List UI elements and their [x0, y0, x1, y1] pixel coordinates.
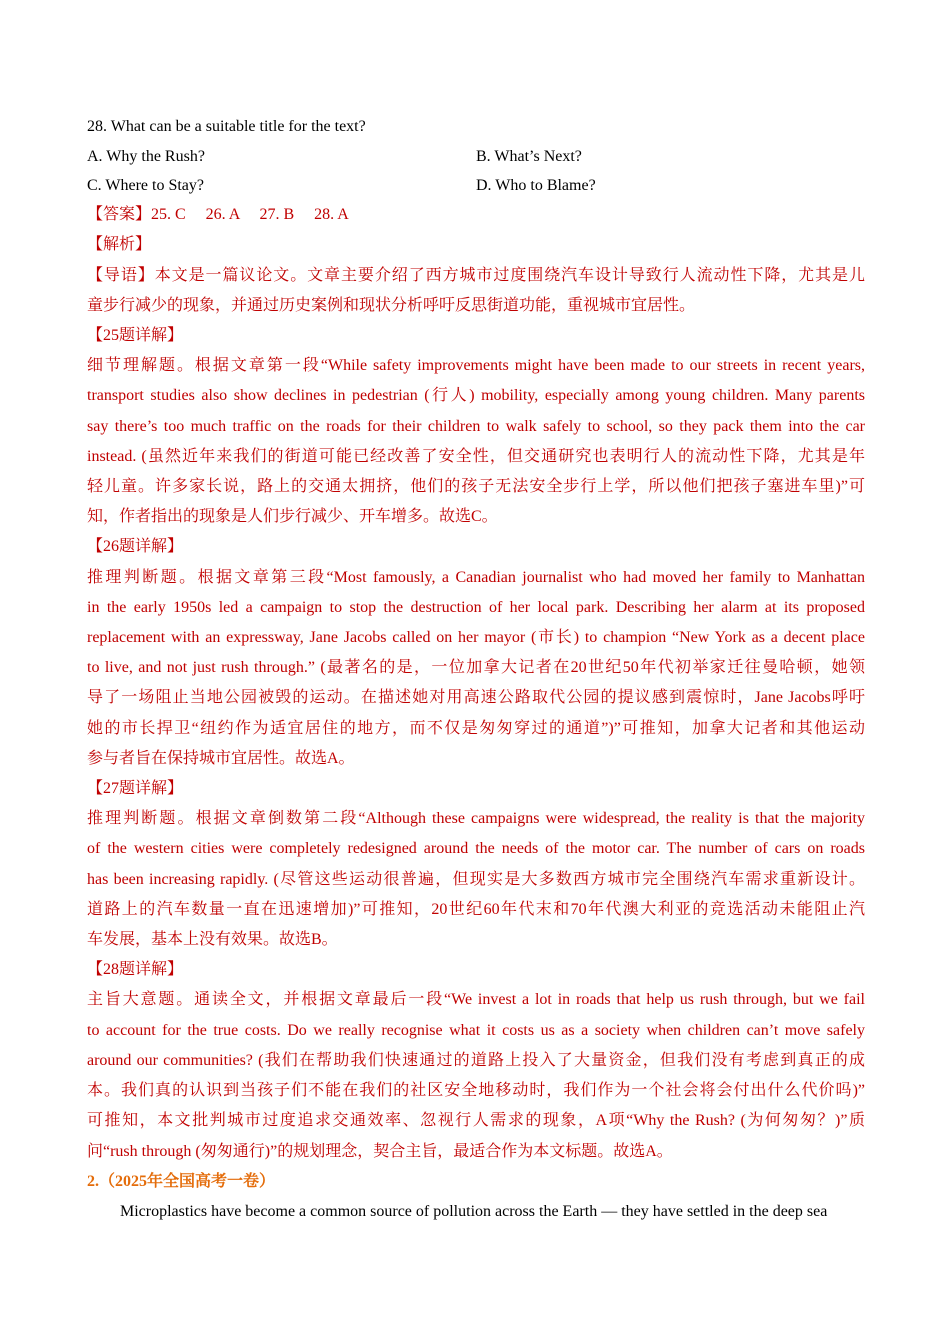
q27-line: 推理判断题。根据文章倒数第二段“Although these campaigns were widespread, the reality is that the majority [87, 810, 865, 828]
q27-line: 车发展，基本上没有效果。故选B。 [87, 931, 338, 949]
intro-line-1: 【导语】本文是一篇议论文。文章主要介绍了西方城市过度围绕汽车设计导致行人流动性下降，尤其是儿 [87, 266, 865, 284]
document-page [87, 112, 865, 1227]
q25-line: 轻儿童。许多家长说，路上的交通太拥挤，他们的孩子无法安全步行上学，所以他们把孩子塞进车里)”可 [87, 478, 865, 496]
answer-line: 【答案】25. C 26. A 27. B 28. A [87, 206, 349, 224]
q26-line: to live, and not just rush through.” (最著名的是，一位加拿大记者在20世纪50年代初举家迁往曼哈顿，她领 [87, 659, 865, 677]
q28-line: around our communities? (我们在帮助我们快速通过的道路上投入了大量资金，但我们没有考虑到真正的成 [87, 1051, 865, 1069]
q25-heading: 【25题详解】 [87, 327, 184, 345]
q27-line: has been increasing rapidly. (尽管这些运动很普遍，但现实是大多数西方城市完全围绕汽车需求重新设计。 [87, 870, 865, 888]
q25-line: 细节理解题。根据文章第一段“While safety improvements might have been made to our streets in recent years, [87, 357, 865, 375]
q26-line: replacement with an expressway, Jane Jacobs called on her mayor (市长) to champion “New York as a decent place [87, 629, 865, 647]
q26-line: in the early 1950s led a campaign to stop the destruction of her local park. Describing her alarm at its proposed [87, 598, 865, 616]
options-row-1 [87, 142, 865, 171]
section-2-heading: 2.（2025年全国高考一卷） [87, 1172, 276, 1190]
options-row-2 [87, 171, 865, 200]
q26-line: 导了一场阻止当地公园被毁的运动。在描述她对用高速公路取代公园的提议感到震惊时，Jane Jacobs呼吁 [87, 689, 865, 707]
option-b: B. What’s Next? [476, 148, 582, 166]
analysis-heading: 【解析】 [87, 236, 152, 254]
q28-line: 主旨大意题。通读全文，并根据文章最后一段“We invest a lot in roads that help us rush through, but we fail [87, 991, 865, 1009]
q27-line: of the western cities were completely redesigned around the needs of the motor car. The number of cars on roads [87, 840, 865, 858]
option-d: D. Who to Blame? [476, 177, 596, 195]
q28-line: 可推知，本文批判城市过度追求交通效率、忽视行人需求的现象，A项“Why the Rush? (为何匆匆？)”质 [87, 1112, 865, 1130]
section-2-passage-first-line: Microplastics have become a common source of pollution across the Earth — they have settled in the deep sea [120, 1202, 828, 1220]
q26-line: 推理判断题。根据文章第三段“Most famously, a Canadian journalist who had moved her family to Manhattan [87, 568, 865, 586]
q27-line: 道路上的汽车数量一直在迅速增加)”可推知，20世纪60年代末和70年代澳大利亚的竞选活动未能阻止汽 [87, 900, 865, 918]
option-c: C. Where to Stay? [87, 177, 205, 195]
intro-line-2: 童步行减少的现象，并通过历史案例和现状分析呼吁反思街道功能，重视城市宜居性。 [87, 296, 696, 314]
option-a: A. Why the Rush? [87, 148, 205, 166]
q25-line: instead. (虽然近年来我们的街道可能已经改善了安全性，但交通研究也表明行人的流动性下降，尤其是年 [87, 447, 865, 465]
question-28-stem: 28. What can be a suitable title for the text? [87, 118, 366, 135]
q28-heading: 【28题详解】 [87, 961, 184, 979]
q26-line: 参与者旨在保持城市宜居性。故选A。 [87, 749, 355, 767]
q25-line: transport studies also show declines in pedestrian (行人) mobility, especially among young children. Many parents [87, 387, 865, 405]
q25-line: say there’s too much traffic on the roads for their children to walk safely to school, so they pack them into the car [87, 417, 865, 435]
q28-line: to account for the true costs. Do we really recognise what it costs us as a society when children can’t move safely [87, 1021, 865, 1039]
q28-line: 问“rush through (匆匆通行)”的规划理念，契合主旨，最适合作为本文标题。故选A。 [87, 1142, 673, 1160]
q26-line: 她的市长捍卫“纽约作为适宜居住的地方，而不仅是匆匆穿过的通道”)”可推知，加拿大记者和其他运动 [87, 719, 865, 737]
q25-line: 知，作者指出的现象是人们步行减少、开车增多。故选C。 [87, 508, 498, 526]
q26-heading: 【26题详解】 [87, 538, 184, 556]
q28-line: 本。我们真的认识到当孩子们不能在我们的社区安全地移动时，我们作为一个社会将会付出什么代价吗)” [87, 1082, 865, 1100]
q27-heading: 【27题详解】 [87, 780, 184, 798]
